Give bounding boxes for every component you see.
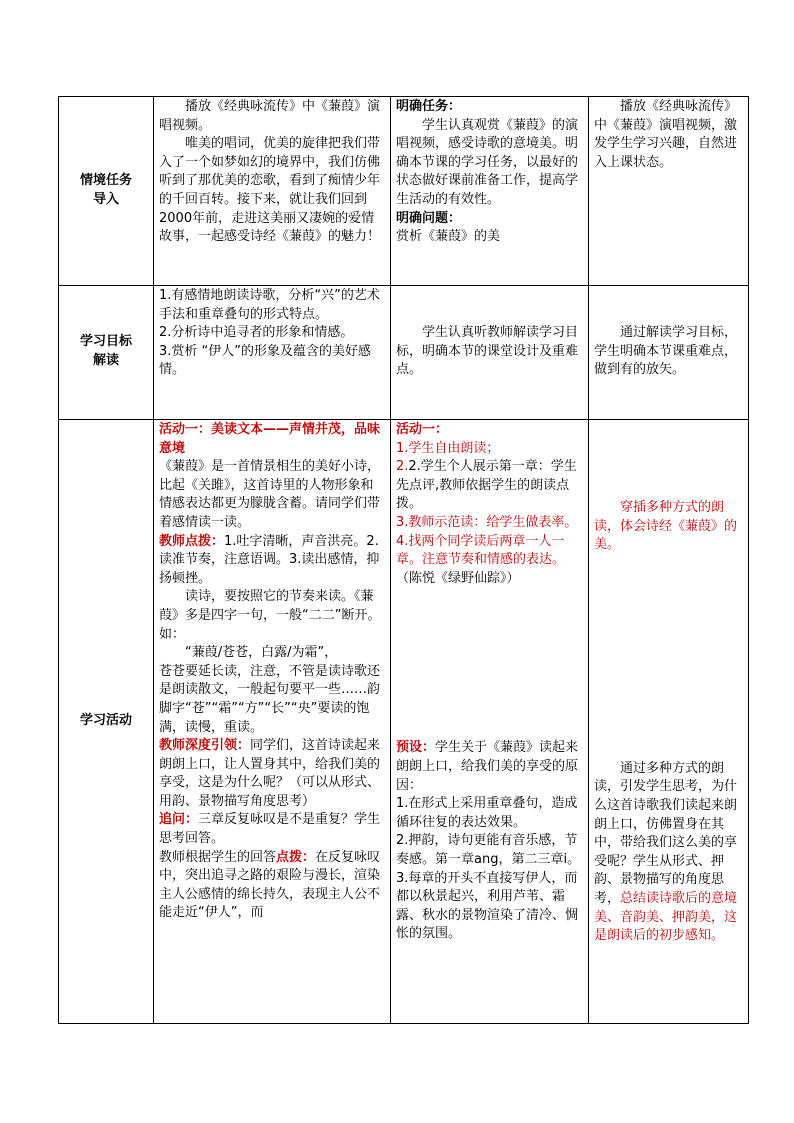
tip-label: 教师点拨： — [159, 533, 225, 549]
step-number: 2. — [396, 459, 409, 475]
step-note: （陈悦《绿野仙踪》） — [396, 570, 520, 586]
goals-student-activity — [391, 286, 589, 420]
preset-label: 预设： — [396, 740, 436, 756]
tip-text: 1.吐字清晰，声音洪亮。2.读准节奏，注意语调。3.读出感情，抑扬顿挫。 — [159, 533, 380, 586]
label-text: 学习目标 解读 — [79, 334, 132, 368]
follow-up-text: 三章反复咏叹是不是重复？学生思考回答。 — [159, 812, 381, 847]
student-activity-title: 活动一： — [396, 422, 449, 437]
row-situation-intro — [59, 97, 749, 286]
question-text: 赏析《蒹葭》的美 — [396, 229, 501, 245]
activity-intro: 《蒹葭》是一首情景相生的美好小诗，比起《关雎》，这首诗里的人物形象和情感表达都更为朦胧含蓄。请同学们带着感情读一读。 — [159, 459, 381, 530]
goal-item: 2.分析诗中追寻者的形象和情感。 — [159, 325, 354, 341]
activity-student — [391, 420, 589, 1024]
row-label-activity — [59, 420, 154, 1024]
intro-play-video: 播放《经典咏流传》中《蒹葭》演唱视频。 — [159, 99, 381, 133]
intro-narration: 唯美的唱词，优美的旋律把我们带入了一个如梦如幻的境界中，我们仿佛听到了那优美的恋歌，看到了痴情少年的千回百转。接下来，就让我们回到2000年前，走进这美丽又凄婉的爱情故事，一起感受诗经《蒹葭》的魅力！ — [159, 136, 381, 245]
task-heading: 明确任务： — [396, 99, 462, 114]
intro-student-activity — [391, 97, 589, 286]
goals-student-text: 学生认真听教师解读学习目标，明确本节的课堂设计及重难点。 — [396, 325, 579, 378]
row-learning-goals — [59, 286, 749, 420]
rhyme-text: 苍苍要延长读，注意，不管是读诗歌还是朗读散文，一般起句要平一些……韵脚字“苍”“霜”“方”“长”“央”要读的饱满，读慢，重读。 — [159, 663, 381, 735]
goals-list — [154, 286, 391, 420]
activity-title: 活动一：美读文本——声情并茂，品味意境 — [159, 422, 381, 456]
intro-intent-text: 播放《经典咏流传》中《蒹葭》演唱视频，激发学生学习兴趣，自然进入上课状态。 — [594, 99, 738, 170]
reason-item: 1.在形式上采用重章叠句，造成循环往复的表达效果。 — [396, 796, 578, 830]
reason-item: 3.每章的开头不直接写伊人，而都以秋景起兴，利用芦苇、霜露、秋水的景物渲染了清冷、惆怅的氛围。 — [396, 870, 579, 942]
reason-item: 2.押韵，诗句更能有音乐感，节奏感。第一章ang，第二三章i。 — [396, 833, 581, 867]
row-learning-activity — [59, 420, 749, 1024]
question-heading: 明确问题： — [396, 210, 462, 226]
intent-thinking: 通过多种方式的朗读，引发学生思考，为什么这首诗歌我们读起来朗朗上口，仿佛置身在其中，带给我们这么美的享受呢？学生从形式、押韵、景物描写的角度思考， — [594, 760, 738, 906]
task-text: 学生认真观赏《蒹葭》的演唱视频，感受诗歌的意境美。明确本节课的学习任务，以最好的状态做好课前准备工作，提高学生活动的有效性。 — [396, 117, 579, 207]
step-item: 1.学生自由朗读； — [396, 440, 500, 456]
row-label-goals — [59, 286, 154, 420]
spacer — [594, 421, 743, 499]
activity-design-intent — [589, 420, 749, 1024]
lesson-plan-table — [58, 96, 749, 1024]
guide-label: 点拨： — [276, 849, 316, 865]
rhythm-example: “蒹葭/苍苍，白露/为霜”， — [185, 645, 338, 661]
goals-design-intent — [589, 286, 749, 420]
step-item: 3.教师示范读：给学生做表率。 — [396, 514, 578, 530]
guide-text: 在反复咏叹中，突出追寻之路的艰险与漫长，渲染主人公感情的绵长持久，表现主人公不能走近“伊人”，而 — [159, 849, 381, 921]
spacer — [594, 555, 743, 760]
rhythm-text: 读诗，要按照它的节奏来读。《蒹葭》多是四字一句，一般“二二”断开。如： — [159, 589, 381, 642]
follow-up-label: 追问： — [159, 812, 199, 828]
label-text: 情境任务 导入 — [79, 172, 132, 207]
deep-guide-label: 教师深度引领： — [159, 738, 251, 754]
goal-item: 3.赏析 “伊人”的形象及蕴含的美好感情。 — [159, 343, 372, 378]
deep-guide-text: 同学们，这首诗读起来朗朗上口，让人置身其中，给我们美的享受，这是为什么呢？（可以从形式、用韵、景物描写角度思考） — [159, 738, 381, 809]
intent-summary: 总结读诗歌后的意境美、音韵美、押韵美，这是朗读后的初步感知。 — [594, 890, 738, 944]
spacer — [396, 588, 583, 739]
guide-prefix: 教师根据学生的回答 — [159, 849, 277, 865]
step-item: 2.学生个人展示第一章：学生先点评,教师依据学生的朗读点拨。 — [396, 459, 577, 512]
step-item: 4.找两个同学读后两章一人一章。注意节奏和情感的表达。 — [396, 533, 566, 568]
goals-intent-text: 通过解读学习目标，学生明确本节课重难点，做到有的放矢。 — [594, 325, 738, 378]
intent-reading: 穿插多种方式的朗读，体会诗经《蒹葭》的美。 — [594, 500, 738, 553]
intro-design-intent — [589, 97, 749, 286]
preset-text: 学生关于《蒹葭》读起来朗朗上口，给我们美的享受的原因： — [396, 740, 579, 793]
goal-item: 1.有感情地朗读诗歌，分析“兴”的艺术手法和重章叠句的形式特点。 — [159, 288, 380, 322]
label-text: 学习活动 — [79, 712, 132, 728]
activity-teacher — [154, 420, 391, 1024]
intro-teacher-activity — [154, 97, 391, 286]
row-label-intro — [59, 97, 154, 286]
